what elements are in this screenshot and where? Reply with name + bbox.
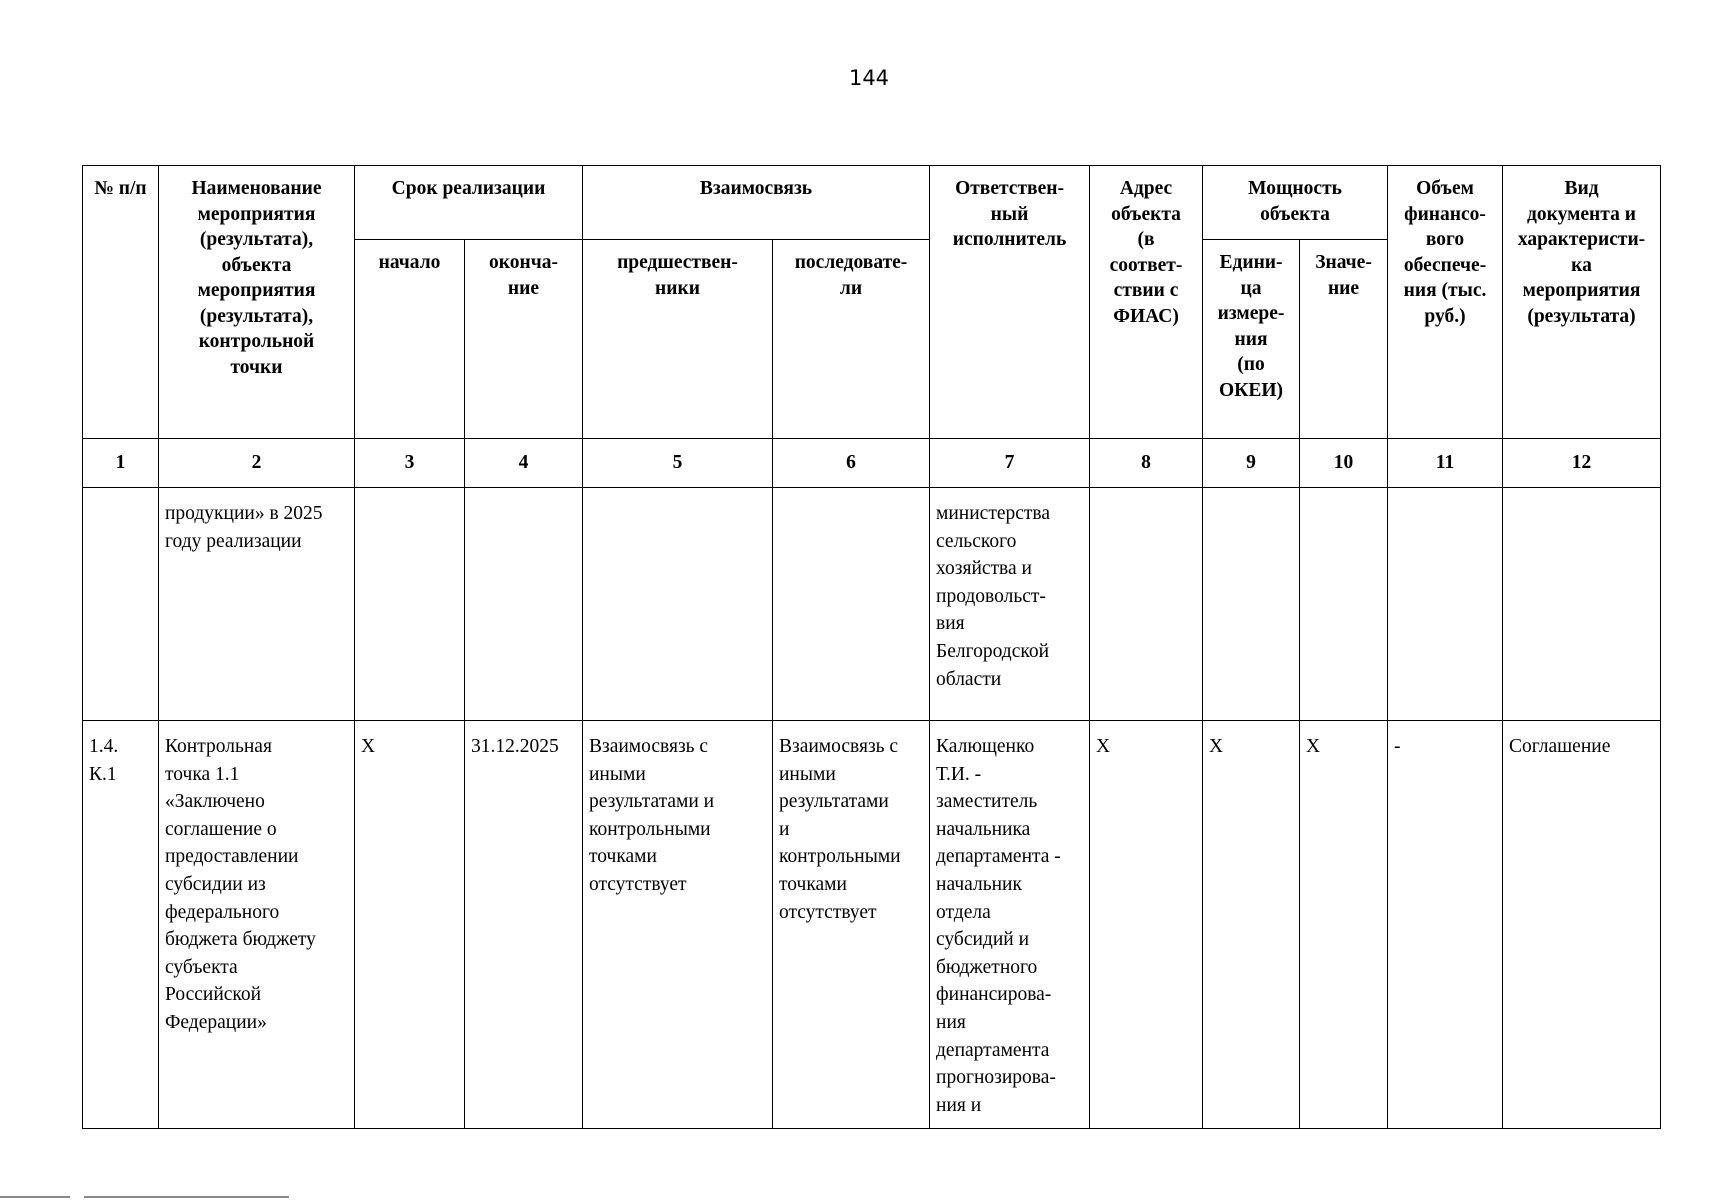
cell-text-line: бюджета бюджету bbox=[165, 929, 316, 951]
cell-text-line: мероприятия bbox=[197, 280, 316, 301]
header-funding bbox=[1388, 166, 1503, 439]
header-row bbox=[83, 166, 1661, 240]
cell-text-line: соответ- bbox=[1109, 254, 1183, 276]
cell-start bbox=[355, 721, 465, 1129]
cell-address bbox=[1090, 721, 1203, 1129]
cell-text-line: департамента bbox=[936, 1039, 1050, 1061]
cell-text-line: объекта bbox=[1260, 203, 1330, 225]
cell-text-line: 31.12.2025 bbox=[471, 736, 559, 757]
cell-doc-type bbox=[1503, 488, 1661, 721]
cell-text-line: Срок реализации bbox=[391, 178, 546, 199]
cell-funding bbox=[1388, 488, 1503, 721]
cell-text-line: финансирова- bbox=[936, 984, 1052, 1006]
cell-text-line: продовольст- bbox=[936, 585, 1046, 607]
header-capacity bbox=[1203, 166, 1388, 240]
cell-text-line: Адрес bbox=[1119, 178, 1173, 199]
cell-text-line: ния (тыс. bbox=[1403, 280, 1487, 301]
cell-text-line: обеспече- bbox=[1403, 254, 1487, 276]
cell-text-line: финансо- bbox=[1404, 203, 1486, 225]
cell-text-line: продукции» в 2025 bbox=[165, 503, 323, 524]
cell-text-line: субсидии из bbox=[165, 873, 266, 895]
cell-text-line: исполнитель bbox=[952, 229, 1067, 250]
cell-executor bbox=[930, 488, 1090, 721]
cell-text-line: документа и bbox=[1527, 203, 1636, 225]
header-value bbox=[1300, 240, 1388, 439]
header-period bbox=[355, 166, 583, 240]
header-unit bbox=[1203, 240, 1300, 439]
column-number: 11 bbox=[1388, 439, 1503, 488]
column-number: 8 bbox=[1090, 439, 1203, 488]
cell-text-line: Ответствен- bbox=[955, 178, 1064, 199]
cell-text-line: (результата) bbox=[1527, 305, 1636, 327]
cell-text-line: начальника bbox=[936, 818, 1031, 840]
cell-text-line: Взаимосвязь bbox=[699, 178, 813, 199]
cell-text-line: «Заключено bbox=[165, 791, 265, 813]
cell-name bbox=[159, 488, 355, 721]
column-number: 3 bbox=[355, 439, 465, 488]
plan-table bbox=[82, 165, 1661, 1129]
cell-text-line: сельского bbox=[936, 530, 1017, 552]
cell-text-line: мероприятия bbox=[197, 203, 316, 225]
cell-text-line: Федерации» bbox=[165, 1011, 267, 1033]
cell-text-line: Соглашение bbox=[1509, 736, 1611, 757]
cell-text-line: и bbox=[779, 818, 790, 840]
header-period-end bbox=[465, 240, 583, 439]
header-relation-prev bbox=[583, 240, 773, 439]
cell-text-line: отсутствует bbox=[589, 873, 687, 895]
cell-text-line: начало bbox=[378, 252, 441, 273]
cell-text-line: иными bbox=[779, 763, 836, 785]
cell-text-line: Т.И. - bbox=[936, 763, 982, 785]
cell-text-line: отдела bbox=[936, 901, 991, 923]
cell-text-line: Калющенко bbox=[936, 736, 1035, 757]
cell-text-line: иными bbox=[589, 763, 646, 785]
header-name bbox=[159, 166, 355, 439]
cell-text-line: Наименование bbox=[191, 178, 322, 199]
cell-unit bbox=[1203, 488, 1300, 721]
cell-text-line: начальник bbox=[936, 873, 1022, 895]
cell-text-line: предоставлении bbox=[165, 846, 299, 868]
cell-value bbox=[1300, 721, 1388, 1129]
cell-text-line: № п/п bbox=[94, 178, 147, 199]
cell-text-line: X bbox=[1096, 736, 1111, 757]
column-number: 1 bbox=[83, 439, 159, 488]
column-number: 7 bbox=[930, 439, 1090, 488]
cell-text-line: отсутствует bbox=[779, 901, 877, 923]
cell-funding bbox=[1388, 721, 1503, 1129]
cell-text-line: ный bbox=[990, 203, 1029, 225]
cell-text-line: X bbox=[361, 736, 376, 757]
cell-text-line: измере- bbox=[1217, 303, 1285, 324]
cell-text-line: объекта bbox=[221, 254, 292, 276]
cell-text-line: контрольными bbox=[779, 846, 901, 868]
cell-executor bbox=[930, 721, 1090, 1129]
header-doc-type bbox=[1503, 166, 1661, 439]
cell-text-line: (результата), bbox=[199, 305, 314, 327]
column-number: 5 bbox=[583, 439, 773, 488]
cell-predecessors bbox=[583, 488, 773, 721]
cell-text-line: ники bbox=[655, 277, 700, 299]
cell-text-line: точка 1.1 bbox=[165, 763, 240, 785]
cell-text-line: последовате- bbox=[794, 252, 908, 273]
cell-text-line: ния и bbox=[936, 1094, 982, 1116]
column-number-row bbox=[83, 439, 1661, 488]
cell-text-line: Объем bbox=[1416, 178, 1474, 199]
header-relation-next bbox=[773, 240, 930, 439]
header-address bbox=[1090, 166, 1203, 439]
scan-edge-line bbox=[84, 1196, 289, 1198]
cell-predecessors bbox=[583, 721, 773, 1129]
cell-text-line: хозяйства и bbox=[936, 558, 1032, 580]
cell-name bbox=[159, 721, 355, 1129]
cell-text-line: ния bbox=[1234, 328, 1268, 350]
cell-text-line: контрольными bbox=[589, 818, 711, 840]
cell-text-line: ли bbox=[839, 277, 863, 299]
cell-text-line: К.1 bbox=[89, 763, 117, 785]
cell-text-line: мероприятия bbox=[1522, 280, 1641, 301]
cell-text-line: оконча- bbox=[489, 252, 558, 273]
cell-text-line: контрольной bbox=[198, 331, 315, 352]
cell-text-line: точками bbox=[779, 873, 847, 895]
cell-address bbox=[1090, 488, 1203, 721]
cell-text-line: объекта bbox=[1111, 203, 1181, 225]
cell-text-line: X bbox=[1306, 736, 1321, 757]
cell-text-line: Значе- bbox=[1315, 252, 1372, 273]
cell-text-line: вия bbox=[936, 613, 965, 635]
cell-end bbox=[465, 721, 583, 1129]
cell-text-line: субсидий и bbox=[936, 929, 1030, 951]
cell-text-line: заместитель bbox=[936, 791, 1038, 813]
cell-text-line: ствии с bbox=[1113, 280, 1179, 301]
cell-text-line: - bbox=[1394, 736, 1401, 757]
cell-number bbox=[83, 488, 159, 721]
cell-text-line: году реализации bbox=[165, 530, 302, 552]
cell-text-line: федерального bbox=[165, 901, 280, 923]
cell-text-line: прогнозирова- bbox=[936, 1067, 1056, 1089]
cell-text-line: X bbox=[1209, 736, 1224, 757]
column-number: 10 bbox=[1300, 439, 1388, 488]
column-number: 9 bbox=[1203, 439, 1300, 488]
cell-text-line: предшествен- bbox=[617, 252, 738, 273]
cell-text-line: (по bbox=[1237, 354, 1265, 375]
column-number: 2 bbox=[159, 439, 355, 488]
cell-text-line: ка bbox=[1571, 254, 1592, 276]
cell-text-line: соглашение о bbox=[165, 818, 277, 840]
cell-text-line: департамента - bbox=[936, 846, 1061, 868]
cell-text-line: 1.4. bbox=[89, 736, 119, 757]
cell-number bbox=[83, 721, 159, 1129]
cell-text-line: Взаимосвязь с bbox=[589, 736, 709, 757]
cell-text-line: ФИАС) bbox=[1113, 305, 1179, 327]
cell-doc-type bbox=[1503, 721, 1661, 1129]
cell-text-line: вого bbox=[1425, 229, 1465, 250]
cell-text-line: Едини- bbox=[1219, 252, 1283, 273]
cell-text-line: ния bbox=[936, 1011, 966, 1033]
cell-text-line: министерства bbox=[936, 503, 1051, 524]
cell-text-line: Мощность bbox=[1248, 178, 1342, 199]
cell-text-line: характеристи- bbox=[1517, 229, 1646, 250]
cell-text-line: точки bbox=[230, 356, 283, 378]
cell-unit bbox=[1203, 721, 1300, 1129]
header-relation bbox=[583, 166, 930, 240]
page-number: 144 bbox=[848, 66, 890, 90]
cell-text-line: результатами и bbox=[589, 791, 715, 813]
column-number: 6 bbox=[773, 439, 930, 488]
cell-text-line: бюджетного bbox=[936, 956, 1038, 978]
header-executor bbox=[930, 166, 1090, 439]
cell-text-line: Вид bbox=[1564, 178, 1599, 199]
table-row-continuation bbox=[83, 488, 1661, 721]
cell-text-line: субъекта bbox=[165, 956, 238, 978]
column-number: 12 bbox=[1503, 439, 1661, 488]
cell-text-line: Контрольная bbox=[165, 736, 272, 757]
cell-text-line: Российской bbox=[165, 984, 262, 1006]
cell-text-line: результатами bbox=[779, 791, 889, 813]
cell-text-line: ОКЕИ) bbox=[1219, 379, 1283, 401]
scan-edge-line bbox=[0, 1196, 70, 1198]
cell-text-line: ца bbox=[1240, 277, 1262, 299]
cell-text-line: руб.) bbox=[1424, 305, 1466, 327]
cell-text-line: (результата), bbox=[199, 229, 314, 250]
table-row-control-point bbox=[83, 721, 1661, 1129]
cell-successors bbox=[773, 721, 930, 1129]
cell-value bbox=[1300, 488, 1388, 721]
header-period-start bbox=[355, 240, 465, 439]
cell-end bbox=[465, 488, 583, 721]
cell-text-line: ние bbox=[507, 277, 540, 299]
cell-successors bbox=[773, 488, 930, 721]
cell-text-line: Белгородской bbox=[936, 640, 1050, 662]
cell-text-line: ние bbox=[1327, 277, 1360, 299]
header-number bbox=[83, 166, 159, 439]
column-number: 4 bbox=[465, 439, 583, 488]
cell-start bbox=[355, 488, 465, 721]
cell-text-line: точками bbox=[589, 846, 657, 868]
cell-text-line: Взаимосвязь с bbox=[779, 736, 899, 757]
cell-text-line: (в bbox=[1137, 229, 1155, 250]
cell-text-line: области bbox=[936, 668, 1002, 690]
